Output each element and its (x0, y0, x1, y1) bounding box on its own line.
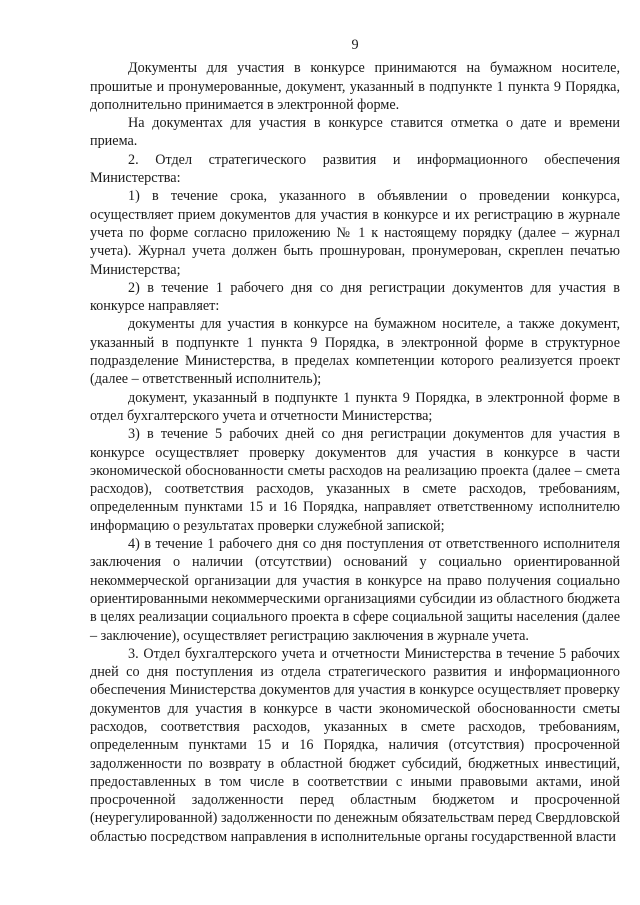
paragraph-section-2-item-1: 1) в течение срока, указанного в объявлении о проведении конкурса, осуществляет прием документов для участия в конкурсе и их регистрацию в журнале учета по форме согласно приложению № 1 к настоящему порядку (далее – журнал учета). Журнал учета должен быть прошнурован, пронумерован, скреплен печатью Министерства; (90, 188, 620, 278)
paragraph-section-2-item-4: 4) в течение 1 рабочего дня со дня поступления от ответственного исполнителя заключения о наличии (отсутствии) оснований у социально ориентированной некоммерческой организации для участия в конкурсе на право получения социально ориентированными некоммерческими организациями субсидии из областного бюджета в целях реализации социального проекта в сфере социальной защиты населения (далее – заключение), осуществляет регистрацию заключения в журнале учета. (90, 536, 620, 644)
paragraph-section-2-item-2-a: документы для участия в конкурсе на бумажном носителе, а также документ, указанный в подпункте 1 пункта 9 Порядка, в электронной форме в структурное подразделение Министерства, в пределах компетенции которого реализуется проект (далее – ответственный исполнитель); (90, 316, 620, 388)
paragraph-section-2-item-3: 3) в течение 5 рабочих дней со дня регистрации документов для участия в конкурсе осуществляет проверку документов для участия в конкурсе в части экономической обоснованности сметы расходов на реализацию проекта (далее – смета расходов), соответствия расходов, указанных в смете расходов, требованиям, определенным пунктами 15 и 16 Порядка, направляет ответственному исполнителю информацию о результатах проверки служебной запиской; (90, 426, 620, 534)
paragraph-submission-format: Документы для участия в конкурсе принимаются на бумажном носителе, прошитые и пронумерованные, документ, указанный в подпункте 1 пункта 9 Порядка, дополнительно принимается в электронной форме. (90, 60, 620, 113)
paragraph-receipt-mark: На документах для участия в конкурсе ставится отметка о дате и времени приема. (90, 115, 620, 150)
paragraph-section-2-item-2-b: документ, указанный в подпункте 1 пункта 9 Порядка, в электронной форме в отдел бухгалтерского учета и отчетности Министерства; (90, 389, 620, 424)
page-number: 9 (351, 37, 359, 53)
paragraph-section-2-heading: 2. Отдел стратегического развития и информационного обеспечения Министерства: (90, 151, 620, 187)
paragraph-section-2-item-2: 2) в течение 1 рабочего дня со дня регистрации документов для участия в конкурсе направляет: (90, 279, 620, 315)
paragraph-section-3: 3. Отдел бухгалтерского учета и отчетности Министерства в течение 5 рабочих дней со дня поступления из отдела стратегического развития и информационного обеспечения Министерства документов для участия в конкурсе осуществляет проверку документов для участия в конкурсе в части экономической обоснованности сметы расходов, соответствия расходов, указанных в смете расходов, требованиям, определенным пунктами 15 и 16 Порядка, наличия (отсутствия) просроченной задолженности по возврату в областной бюджет субсидий, бюджетных инвестиций, предоставленных в том числе в соответствии с иными правовыми актами, иной просроченной задолженности перед областным бюджетом и просроченной (неурегулированной) задолженности по денежным обязательствам перед Свердловской областью посредством направления в исполнительные органы государственной власти (90, 645, 620, 845)
